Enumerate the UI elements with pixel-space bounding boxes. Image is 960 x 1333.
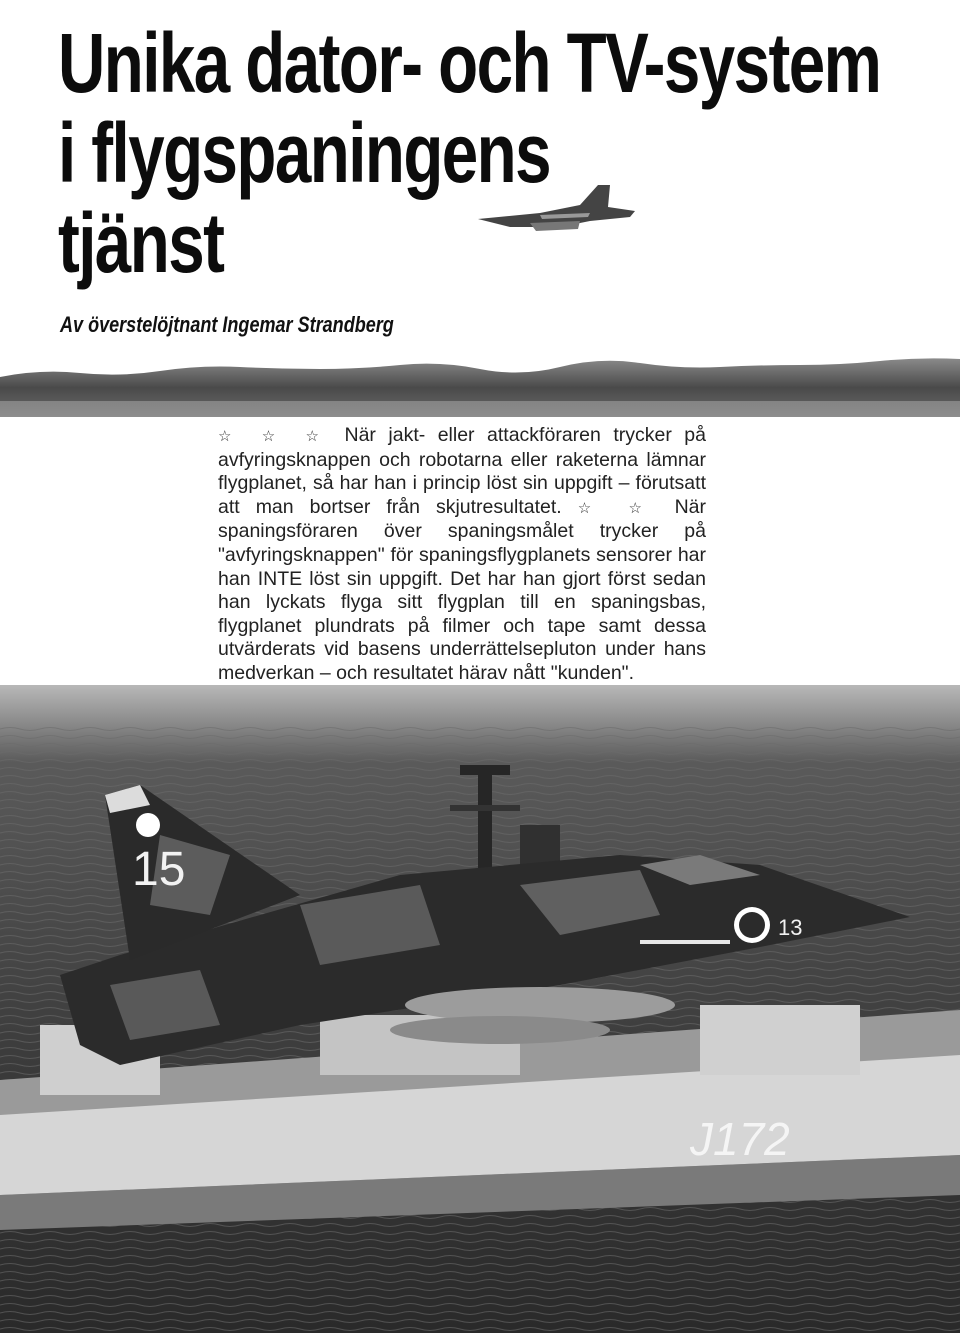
star-ornament: ☆ ☆ ☆ bbox=[218, 428, 332, 445]
author-byline: Av överstelöjtnant Ingemar Strandberg bbox=[60, 312, 394, 337]
title-line-2: i flygspaningens bbox=[58, 106, 551, 200]
lead-text-part-1: När jakt- eller attackföraren trycker på avfyringsknappen och robotarna eller raketerna lämnar flygplanet, så har han i princip löst sin uppgift – förutsatt att man bortser från skjutresultatet. bbox=[218, 424, 706, 518]
ship-hull-number: J172 bbox=[690, 1113, 790, 1165]
forest-horizon-photo bbox=[0, 355, 960, 417]
star-ornament: ☆ ☆ bbox=[577, 499, 659, 517]
title-line-1: Unika dator- och TV-system bbox=[58, 16, 881, 110]
article-title bbox=[58, 16, 881, 290]
aircraft-nose-number: 13 bbox=[778, 915, 803, 940]
lead-text-part-2: När spaningsföraren över spaningsmålet trycker på "avfyringsknappen" för spaningsflygplanets sensorer har han INTE löst sin uppgift. Det har han gjort först sedan han lyckats flyga sitt flygplan till en spaningsbas, flygplanet plundrats på filmer och tape samt dessa utvärderats vid basens underrättelsepluton under hans medverkan – och resultatet härav nått "kunden". bbox=[218, 495, 706, 684]
title-line-3: tjänst bbox=[58, 196, 224, 290]
lead-paragraph bbox=[218, 424, 706, 713]
small-jet-illustration bbox=[470, 175, 650, 245]
aircraft-number: 15 bbox=[132, 843, 186, 896]
main-photo-jet-over-ship bbox=[0, 685, 960, 1333]
